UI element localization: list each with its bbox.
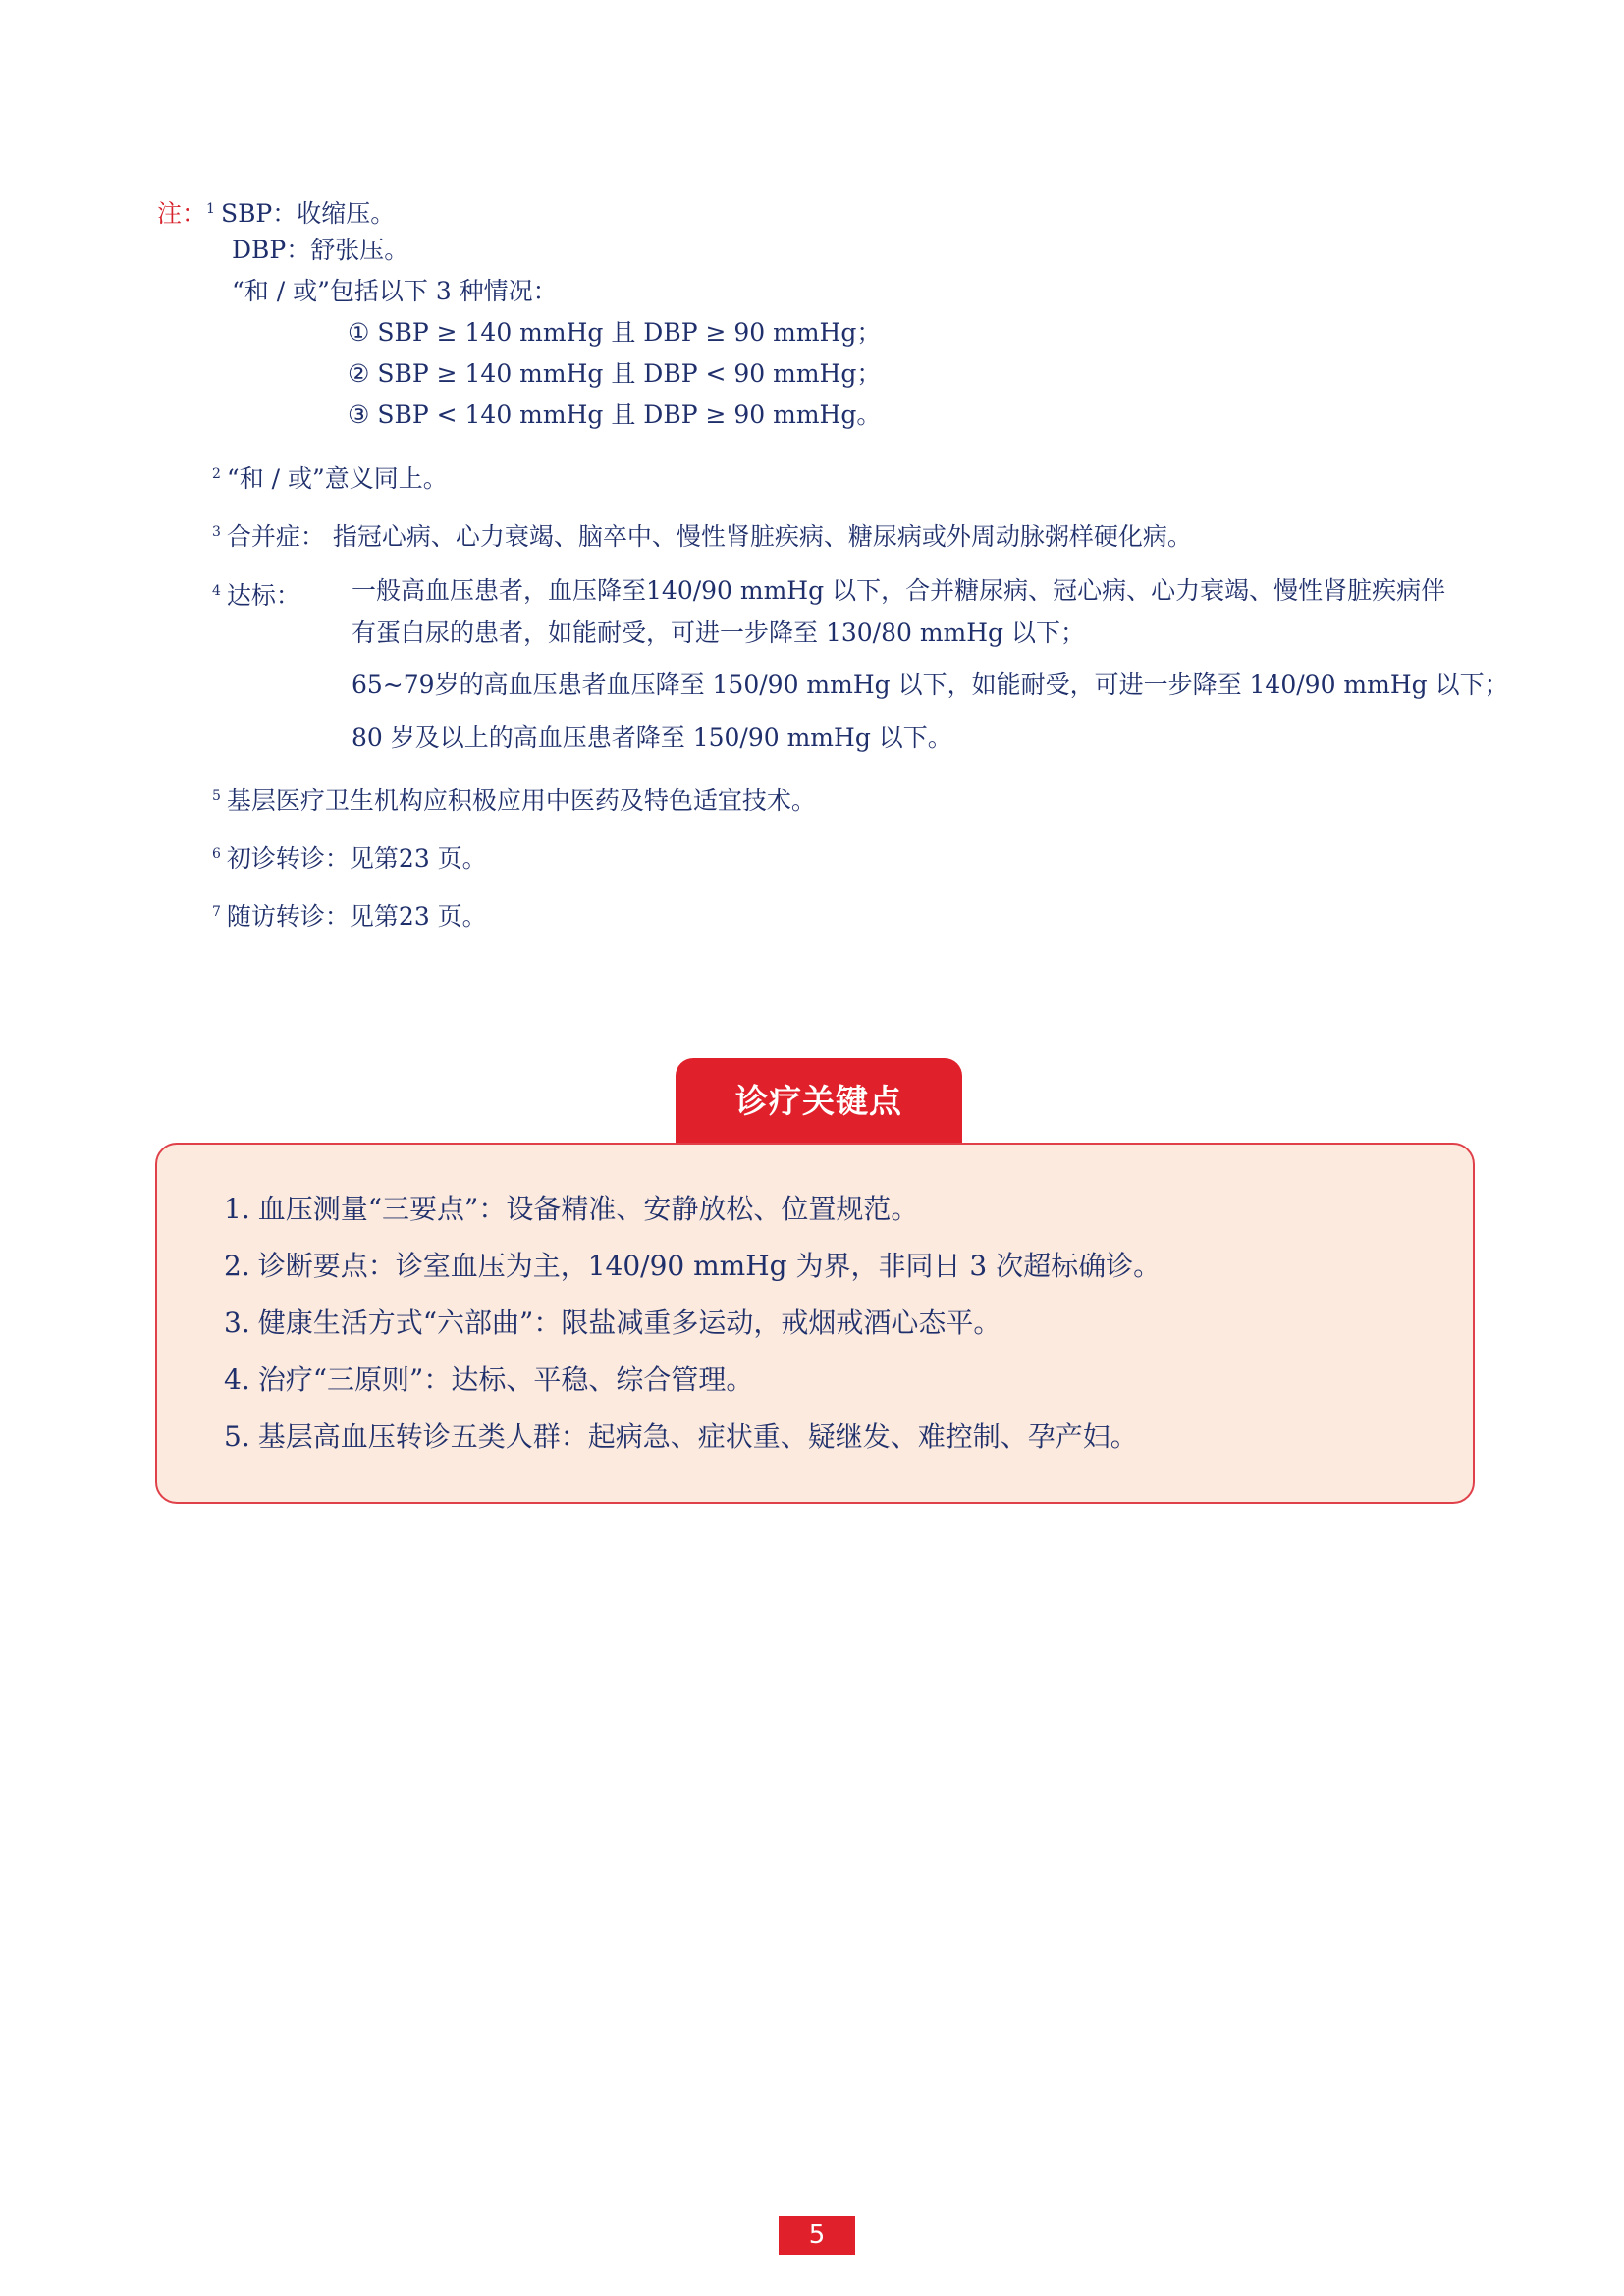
key-point-number: 3. <box>224 1307 250 1339</box>
note-2 <box>212 457 448 496</box>
note-1-case-2: ② SBP ≥ 140 mmHg 且 DBP < 90 mmHg； <box>348 359 882 388</box>
key-point-text: 基层高血压转诊五类人群：起病急、症状重、疑继发、难控制、孕产妇。 <box>257 1420 1138 1453</box>
key-points-box <box>155 1143 1475 1504</box>
key-point-number: 4. <box>224 1363 250 1396</box>
key-point-number: 1. <box>224 1193 250 1225</box>
note-1-case-3: ③ SBP < 140 mmHg 且 DBP ≥ 90 mmHg。 <box>348 400 882 429</box>
note-3-text: 合并症： 指冠心病、心力衰竭、脑卒中、慢性肾脏疾病、糖尿病或外周动脉粥样硬化病。 <box>226 522 1192 551</box>
footnote-marker-3: 3 <box>212 524 221 540</box>
key-point-text: 健康生活方式“六部曲”：限盐减重多运动，戒烟戒酒心态平。 <box>257 1307 1001 1339</box>
note-4-line-2: 有蛋白尿的患者，如能耐受，可进一步降至 130/80 mmHg 以下； <box>352 618 1086 647</box>
key-point-text: 血压测量“三要点”：设备精准、安静放松、位置规范。 <box>257 1193 919 1225</box>
note-4-label-line <box>212 574 300 613</box>
key-point-text: 诊断要点：诊室血压为主，140/90 mmHg 为界，非同日 3 次超标确诊。 <box>257 1250 1162 1282</box>
note-4-line-4: 80 岁及以上的高血压患者降至 150/90 mmHg 以下。 <box>352 723 952 752</box>
footnote-marker-1: 1 <box>206 201 215 217</box>
key-points-title: 诊疗关键点 <box>676 1058 962 1145</box>
footnote-marker-7: 7 <box>212 904 221 920</box>
note-7 <box>212 895 487 934</box>
note-3 <box>212 515 1192 554</box>
key-point-item <box>224 1417 1138 1457</box>
key-point-item <box>224 1247 1161 1286</box>
key-point-text: 治疗“三原则”：达标、平稳、综合管理。 <box>257 1363 754 1396</box>
key-point-item <box>224 1190 918 1229</box>
page-number: 5 <box>779 2216 855 2255</box>
note-label: 注： <box>157 199 207 228</box>
note-5 <box>212 779 816 818</box>
note-1-line-sbp <box>157 192 395 231</box>
note-4-label: 达标： <box>226 581 300 610</box>
note-2-text: “和 / 或”意义同上。 <box>226 464 448 493</box>
note-1-case-1: ① SBP ≥ 140 mmHg 且 DBP ≥ 90 mmHg； <box>348 318 882 347</box>
note-1-dbp: DBP：舒张压。 <box>232 236 409 264</box>
key-point-item <box>224 1361 753 1400</box>
note-4-line-1: 一般高血压患者，血压降至140/90 mmHg 以下，合并糖尿病、冠心病、心力衰竭、慢性肾脏疾病伴 <box>352 576 1446 605</box>
note-1-and-or: “和 / 或”包括以下 3 种情况： <box>232 277 558 305</box>
footnote-marker-5: 5 <box>212 788 221 804</box>
note-6 <box>212 837 487 876</box>
note-1-sbp: SBP：收缩压。 <box>220 199 396 228</box>
note-6-text: 初诊转诊：见第23 页。 <box>226 844 487 873</box>
footnote-marker-4: 4 <box>212 583 221 599</box>
key-point-number: 5. <box>224 1420 250 1453</box>
key-point-item <box>224 1304 1001 1343</box>
key-point-number: 2. <box>224 1250 250 1282</box>
note-5-text: 基层医疗卫生机构应积极应用中医药及特色适宜技术。 <box>226 786 816 815</box>
note-4-line-3: 65~79岁的高血压患者血压降至 150/90 mmHg 以下，如能耐受，可进一步降至 140/90 mmHg 以下； <box>352 670 1509 699</box>
footnote-marker-6: 6 <box>212 846 221 862</box>
footnote-marker-2: 2 <box>212 466 221 482</box>
note-7-text: 随访转诊：见第23 页。 <box>226 902 487 931</box>
